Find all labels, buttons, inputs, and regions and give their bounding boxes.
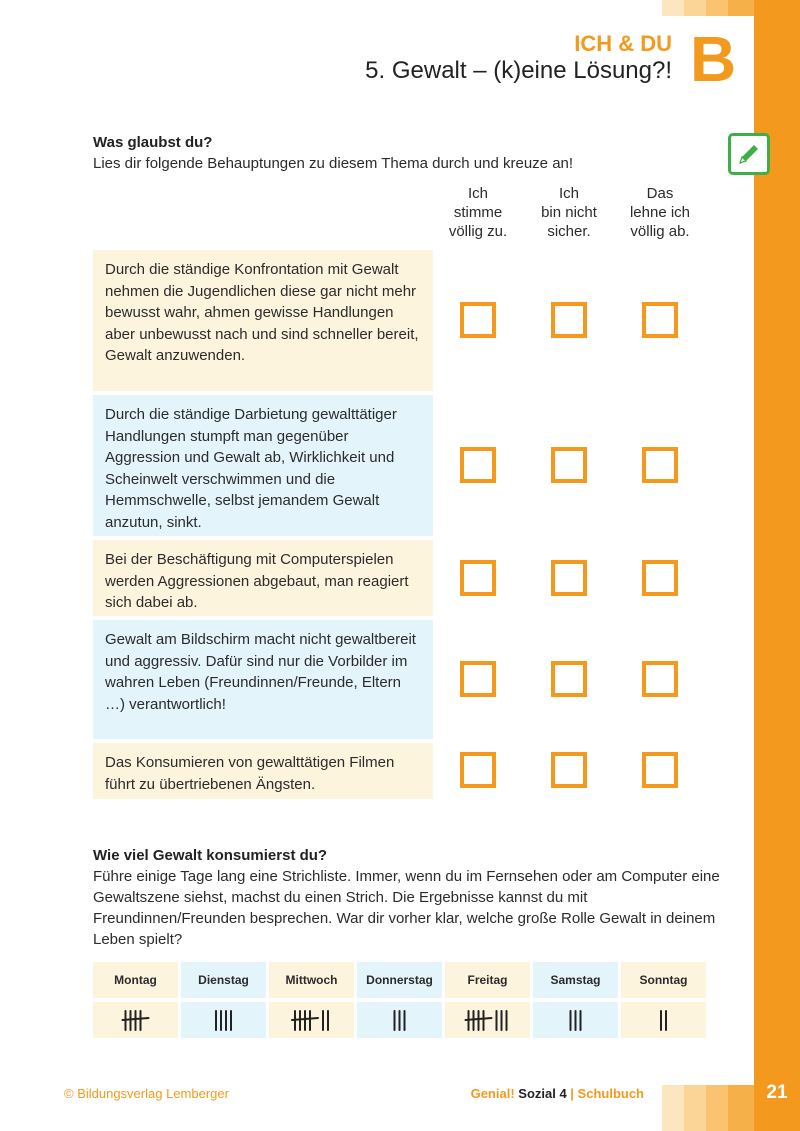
checkbox-s1-unsure[interactable] [551,302,587,338]
checkbox-s5-agree[interactable] [460,752,496,788]
pencil-icon [728,133,770,175]
tally-marks-sonntag [621,1002,706,1038]
statement-1: Durch die ständige Konfrontation mit Gewalt nehmen die Jugendlichen diese gar nicht mehr bewusst wahr, ahmen gewisse Handlungen aber unbewusst nach und sind schneller bereit, Gewalt anzuwenden. [93,250,433,391]
statement-2: Durch die ständige Darbietung gewalttätiger Handlungen stumpft man gegenüber Aggression und Gewalt ab, Wirklichkeit und Scheinwelt verschwimmen und die Hemmschwelle, selbst jemandem Gewalt anzutun, sinkt. [93,395,433,536]
column-header-disagree: Das lehne ich völlig ab. [629,185,691,240]
tally-marks-montag [93,1002,178,1038]
tally-marks-freitag [445,1002,530,1038]
chapter-kicker: ICH & DU [574,31,672,56]
page-number: 21 [766,1082,788,1103]
series-name-schulbuch: | Schulbuch [566,1086,644,1101]
series-name-sozial: Sozial 4 [514,1086,567,1101]
checkbox-s3-unsure[interactable] [551,560,587,596]
tally-cell-mittwoch [269,1002,354,1038]
publisher-credit: © Bildungsverlag Lemberger [64,1086,229,1101]
tally-marks-dienstag [181,1002,266,1038]
checkbox-s1-disagree[interactable] [642,302,678,338]
tally-cell-sonntag [621,1002,706,1038]
day-header-samstag: Samstag [533,962,618,998]
section-title-belief: Was glaubst du? [93,134,213,151]
tally-cell-samstag [533,1002,618,1038]
checkbox-s4-disagree[interactable] [642,661,678,697]
column-header-unsure: Ich bin nicht sicher. [541,185,597,240]
tally-cell-montag [93,1002,178,1038]
checkbox-s5-unsure[interactable] [551,752,587,788]
tally-marks-samstag [533,1002,618,1038]
checkbox-s3-disagree[interactable] [642,560,678,596]
tally-marks-donnerstag [357,1002,442,1038]
chapter-letter: B [690,23,737,95]
top-color-strips [662,0,754,16]
day-header-freitag: Freitag [445,962,530,998]
day-header-donnerstag: Donnerstag [357,962,442,998]
day-header-mittwoch: Mittwoch [269,962,354,998]
tally-marks-mittwoch [269,1002,354,1038]
tally-cell-dienstag [181,1002,266,1038]
checkbox-s3-agree[interactable] [460,560,496,596]
checkbox-s5-disagree[interactable] [642,752,678,788]
statement-4: Gewalt am Bildschirm macht nicht gewaltbereit und aggressiv. Dafür sind nur die Vorbilder im wahren Leben (Freundinnen/Freunde, Eltern …) verantwortlich! [93,620,433,739]
section-instruction: Lies dir folgende Behauptungen zu diesem Thema durch und kreuze an! [93,155,574,172]
series-label [471,1086,644,1101]
section-consumption-text: Führe einige Tage lang eine Strichliste. Immer, wenn du im Fernsehen oder am Computer eine Gewaltszene siehst, machst du einen Strich. Die Ergebnisse kannst du mit Freundinnen/Freunden besprechen. War dir vorher klar, welche große Rolle Gewalt in deinem Leben spielt? [93,868,720,948]
statement-3: Bei der Beschäftigung mit Computerspielen werden Aggressionen abgebaut, man reagiert sich dabei ab. [93,540,433,616]
tally-cell-donnerstag [357,1002,442,1038]
day-header-montag: Montag [93,962,178,998]
checkbox-s1-agree[interactable] [460,302,496,338]
statement-5: Das Konsumieren von gewalttätigen Filmen führt zu übertriebenen Ängsten. [93,743,433,799]
checkbox-s4-unsure[interactable] [551,661,587,697]
checkbox-s4-agree[interactable] [460,661,496,697]
page-title: 5. Gewalt – (k)eine Lösung?! [365,57,672,84]
series-name-genial: Genial! [470,1086,515,1101]
checkbox-s2-agree[interactable] [460,447,496,483]
column-header-agree: Ich stimme völlig zu. [448,185,508,240]
checkbox-s2-unsure[interactable] [551,447,587,483]
day-header-sonntag: Sonntag [621,962,706,998]
day-header-dienstag: Dienstag [181,962,266,998]
section-title-consumption: Wie viel Gewalt konsumierst du? [93,847,328,864]
bottom-color-strips [662,1085,754,1131]
checkbox-s2-disagree[interactable] [642,447,678,483]
tally-cell-freitag [445,1002,530,1038]
page-header [365,32,672,86]
